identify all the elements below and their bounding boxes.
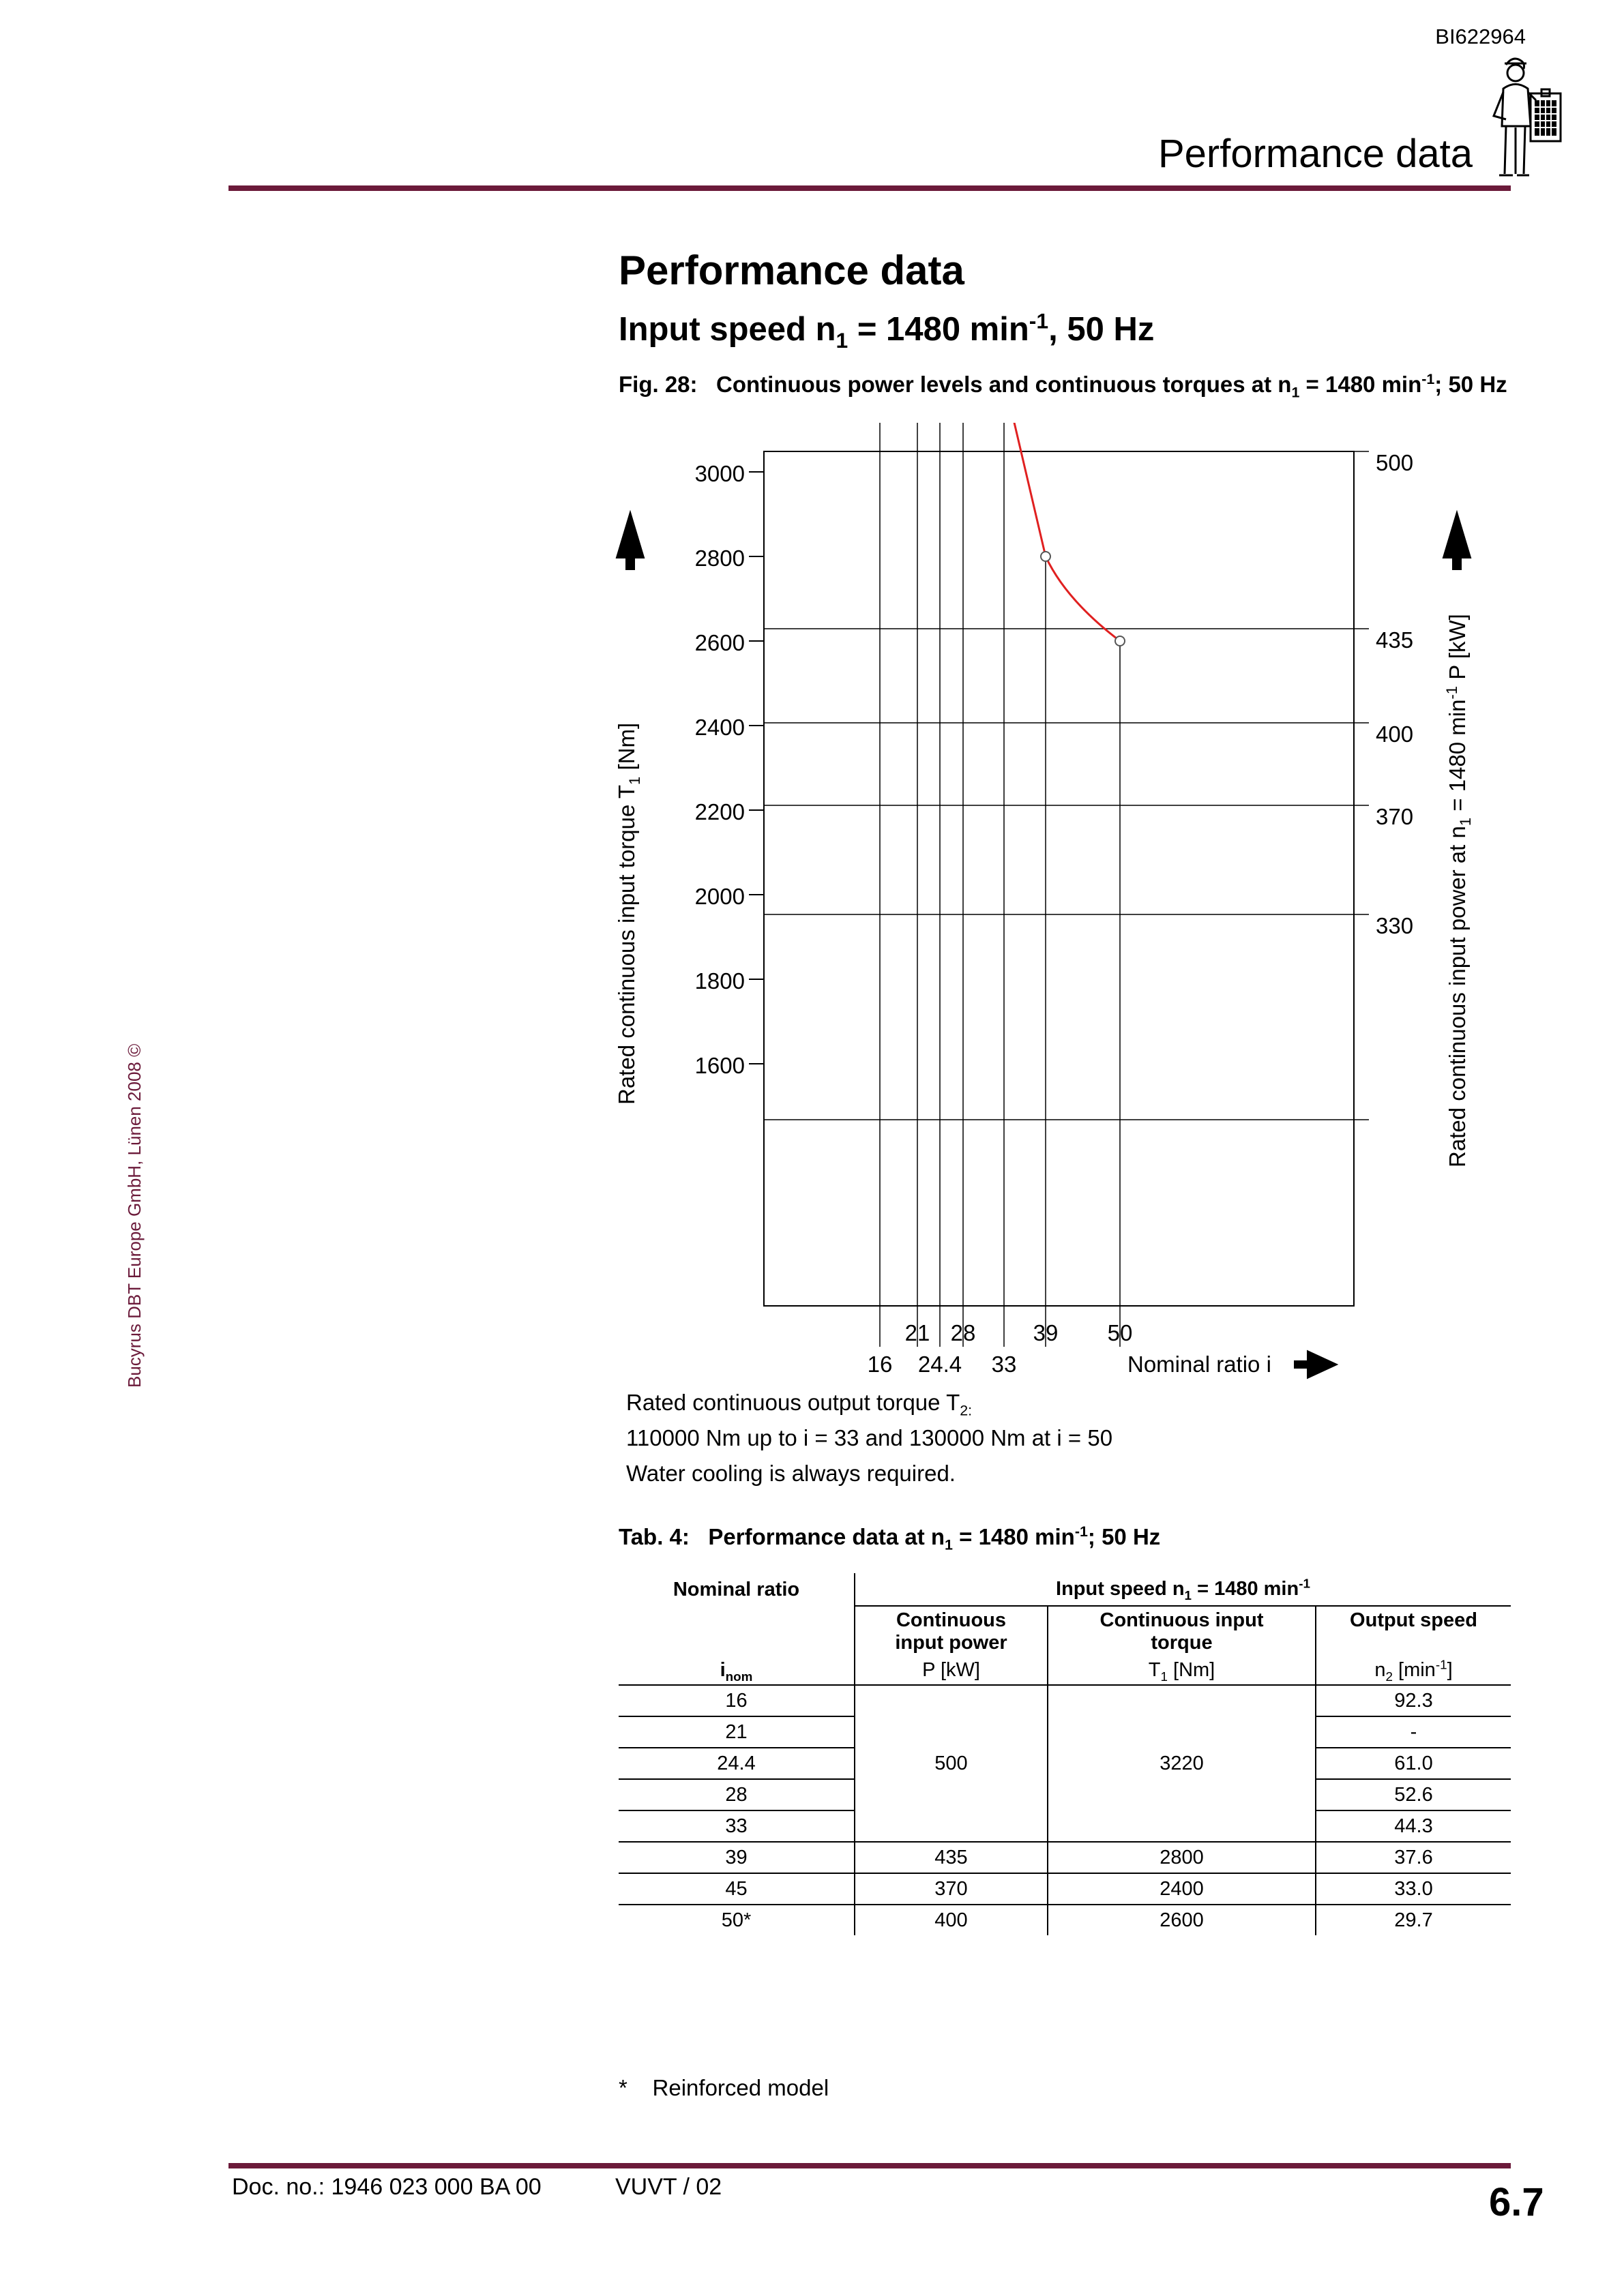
page-title: Performance data xyxy=(619,248,964,293)
header-output-speed: Output speed xyxy=(1316,1606,1511,1656)
y-left-tick-label: 1600 xyxy=(694,1053,745,1078)
table-row: 28 52.6 xyxy=(619,1779,1511,1810)
x-axis-label: Nominal ratio i xyxy=(1127,1352,1271,1377)
table-caption: Tab. 4: Performance data at $n_1 = 1480$ $\min^{-1}$; 50 Hz xyxy=(619,1523,1161,1553)
x-tick-label: 21 xyxy=(904,1320,930,1345)
x-tick-label: 28 xyxy=(950,1320,976,1345)
data-point xyxy=(1115,636,1125,646)
document-id: BI622964 xyxy=(1435,25,1526,48)
note-torque-values: 110000 Nm up to i = 33 and 130000 Nm at i = 50 xyxy=(626,1425,1113,1450)
performance-table xyxy=(619,1573,1511,1935)
footnote: * Reinforced model xyxy=(619,2075,829,2100)
header-rule xyxy=(228,185,1511,191)
page-number: 6.7 xyxy=(1489,2180,1544,2224)
y-left-tick-label: 2400 xyxy=(694,715,745,740)
table-row: 21 - xyxy=(619,1716,1511,1748)
unit-power: P [kW] xyxy=(855,1656,1048,1685)
arrow-right-icon xyxy=(1294,1356,1329,1373)
table-row: 45 370 2400 33.0 xyxy=(619,1873,1511,1905)
data-point xyxy=(1041,552,1050,561)
document-number: Doc. no.: 1946 023 000 BA 00 xyxy=(232,2174,542,2200)
unit-output: $n_2$ $[\min^{-1}]$ xyxy=(1316,1656,1511,1685)
y-right-tick-label: 500 xyxy=(1376,450,1414,475)
y-right-tick-label: 435 xyxy=(1376,627,1414,653)
document-version: VUVT / 02 xyxy=(615,2174,722,2200)
header-nominal-ratio: Nominal ratio xyxy=(673,1578,800,1600)
copyright-notice: Bucyrus DBT Europe GmbH, Lünen 2008 © xyxy=(124,1043,145,1388)
figure-caption: Fig. 28: Continuous power levels and continuous torques at $n_1 = 1480$ $\min^{-1}$; 50 Hz xyxy=(619,371,1507,401)
y-left-tick-label: 3000 xyxy=(694,461,745,486)
arrow-up-icon xyxy=(622,526,638,570)
series-line xyxy=(880,423,1120,641)
y-axis-right-label: Rated continuous input power at $n_1 = 1480$ $\min^{-1} P$ [kW] xyxy=(1443,614,1474,1167)
header-input-speed: Input speed $n_1 = 1480$ $\min^{-1}$ xyxy=(855,1573,1511,1606)
x-tick-label: 39 xyxy=(1033,1320,1059,1345)
note-water-cooling: Water cooling is always required. xyxy=(626,1461,956,1486)
arrow-up-icon xyxy=(1449,526,1465,570)
table-row: 16 500 3220 92.3 xyxy=(619,1685,1511,1716)
header-continuous-torque: Continuous input torque xyxy=(1048,1606,1316,1656)
y-right-tick-label: 330 xyxy=(1376,913,1414,938)
x-tick-label: 33 xyxy=(991,1352,1017,1377)
y-left-tick-label: 2200 xyxy=(694,799,745,824)
footer-rule xyxy=(228,2163,1511,2168)
y-left-tick-label: 2600 xyxy=(694,630,745,655)
section-subtitle: Input speed $n_1 = 1480$ $\min^{-1}$, 50 Hz xyxy=(619,308,1155,353)
merged-torque-cell: 3220 xyxy=(1048,1685,1316,1842)
unit-torque: $T_1$ [Nm] xyxy=(1048,1656,1316,1685)
x-tick-label: 50 xyxy=(1107,1320,1133,1345)
y-left-tick-label: 2800 xyxy=(694,546,745,571)
table-row: 33 44.3 xyxy=(619,1810,1511,1842)
table-row: 50* 400 2600 29.7 xyxy=(619,1905,1511,1935)
table-row: 39 435 2800 37.6 xyxy=(619,1842,1511,1873)
y-right-tick-label: 400 xyxy=(1376,721,1414,747)
x-tick-label: 16 xyxy=(867,1352,893,1377)
table-row: 24.4 61.0 xyxy=(619,1748,1511,1779)
y-axis-left-label: Rated continuous input torque $T_1$ [Nm] xyxy=(614,722,643,1105)
note-output-torque: Rated continuous output torque $T_{2:}$ xyxy=(626,1390,973,1419)
y-right-tick-label: 370 xyxy=(1376,804,1414,829)
performance-chart xyxy=(600,423,1487,1384)
unit-ratio: $i_{nom}$ xyxy=(720,1659,753,1684)
header-title: Performance data xyxy=(1157,132,1473,176)
y-left-tick-label: 1800 xyxy=(694,968,745,994)
merged-power-cell: 500 xyxy=(855,1685,1048,1842)
header-continuous-power: Continuous input power xyxy=(855,1606,1048,1656)
worker-with-clipboard-icon xyxy=(1486,51,1567,181)
x-tick-label: 24.4 xyxy=(917,1352,962,1377)
y-left-tick-label: 2000 xyxy=(694,884,745,909)
